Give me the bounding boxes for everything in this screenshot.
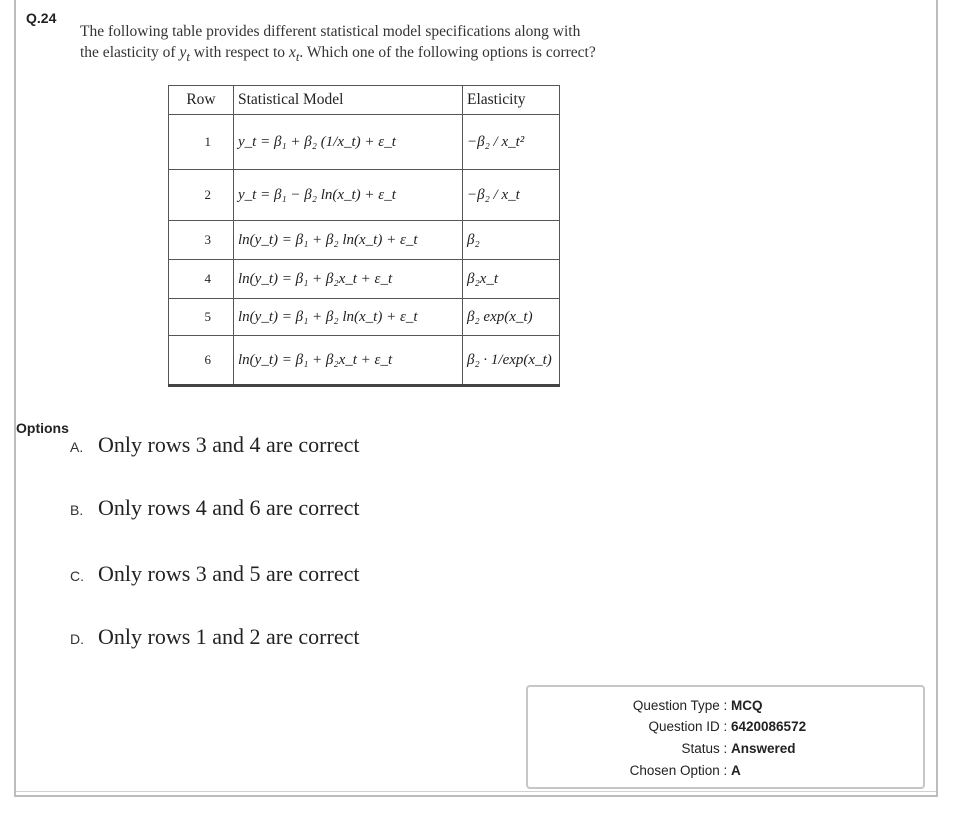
row-number: 6	[169, 336, 234, 386]
question-text-line-1: The following table provides different statistical model specifications along with	[80, 23, 581, 40]
option-text: Only rows 3 and 4 are correct	[98, 432, 360, 457]
row-model: ln(y_t) = β₁ + β₂ ln(x_t) + ε_t	[234, 221, 463, 260]
question-text	[80, 21, 670, 67]
header-row: Row	[169, 86, 234, 115]
table-row	[169, 336, 560, 386]
option-a[interactable]	[70, 432, 359, 458]
header-model: Statistical Model	[234, 86, 463, 115]
row-number: 4	[169, 260, 234, 299]
question-number: Q.24	[26, 10, 57, 26]
row-model: ln(y_t) = β₁ + β₂x_t + ε_t	[234, 336, 463, 386]
question-status: Status : Answered	[681, 741, 796, 756]
header-elasticity: Elasticity	[463, 86, 560, 115]
row-number: 3	[169, 221, 234, 260]
option-text: Only rows 1 and 2 are correct	[98, 624, 360, 649]
option-letter: B.	[70, 502, 84, 518]
row-model: y_t = β₁ − β₂ ln(x_t) + ε_t	[234, 170, 463, 221]
row-number: 5	[169, 299, 234, 336]
question-type: Question Type : MCQ	[632, 698, 763, 713]
row-elasticity: β₂ · 1/exp(x_t)	[463, 336, 560, 386]
question-info-box	[526, 685, 925, 789]
row-model: ln(y_t) = β₁ + β₂x_t + ε_t	[234, 260, 463, 299]
table-row	[169, 260, 560, 299]
option-text: Only rows 4 and 6 are correct	[98, 495, 360, 520]
options-label: Options	[16, 420, 69, 436]
option-letter: D.	[70, 631, 84, 647]
row-elasticity: −β₂ / x_t	[463, 170, 560, 221]
model-table	[168, 85, 560, 387]
row-elasticity: β₂ exp(x_t)	[463, 299, 560, 336]
row-elasticity: β₂x_t	[463, 260, 560, 299]
table-row	[169, 170, 560, 221]
option-letter: A.	[70, 439, 84, 455]
table-row	[169, 115, 560, 170]
question-id: Question ID : 6420086572	[648, 719, 807, 734]
option-text: Only rows 3 and 5 are correct	[98, 561, 360, 586]
option-d[interactable]	[70, 624, 359, 650]
option-b[interactable]	[70, 495, 359, 521]
option-c[interactable]	[70, 561, 359, 587]
question-text-line-2: the elasticity of $y_t$ with respect to $x_t$. Which one of the following options is correct?	[80, 44, 596, 65]
row-elasticity: −β₂ / x_t²	[463, 115, 560, 170]
row-number: 2	[169, 170, 234, 221]
row-model: ln(y_t) = β₁ + β₂ ln(x_t) + ε_t	[234, 299, 463, 336]
row-elasticity: β₂	[463, 221, 560, 260]
row-number: 1	[169, 115, 234, 170]
option-letter: C.	[70, 568, 84, 584]
table-row	[169, 221, 560, 260]
chosen-option: Chosen Option : A	[629, 763, 741, 778]
table-header-row	[169, 86, 560, 115]
table-row	[169, 299, 560, 336]
row-model: y_t = β₁ + β₂ (1/x_t) + ε_t	[234, 115, 463, 170]
